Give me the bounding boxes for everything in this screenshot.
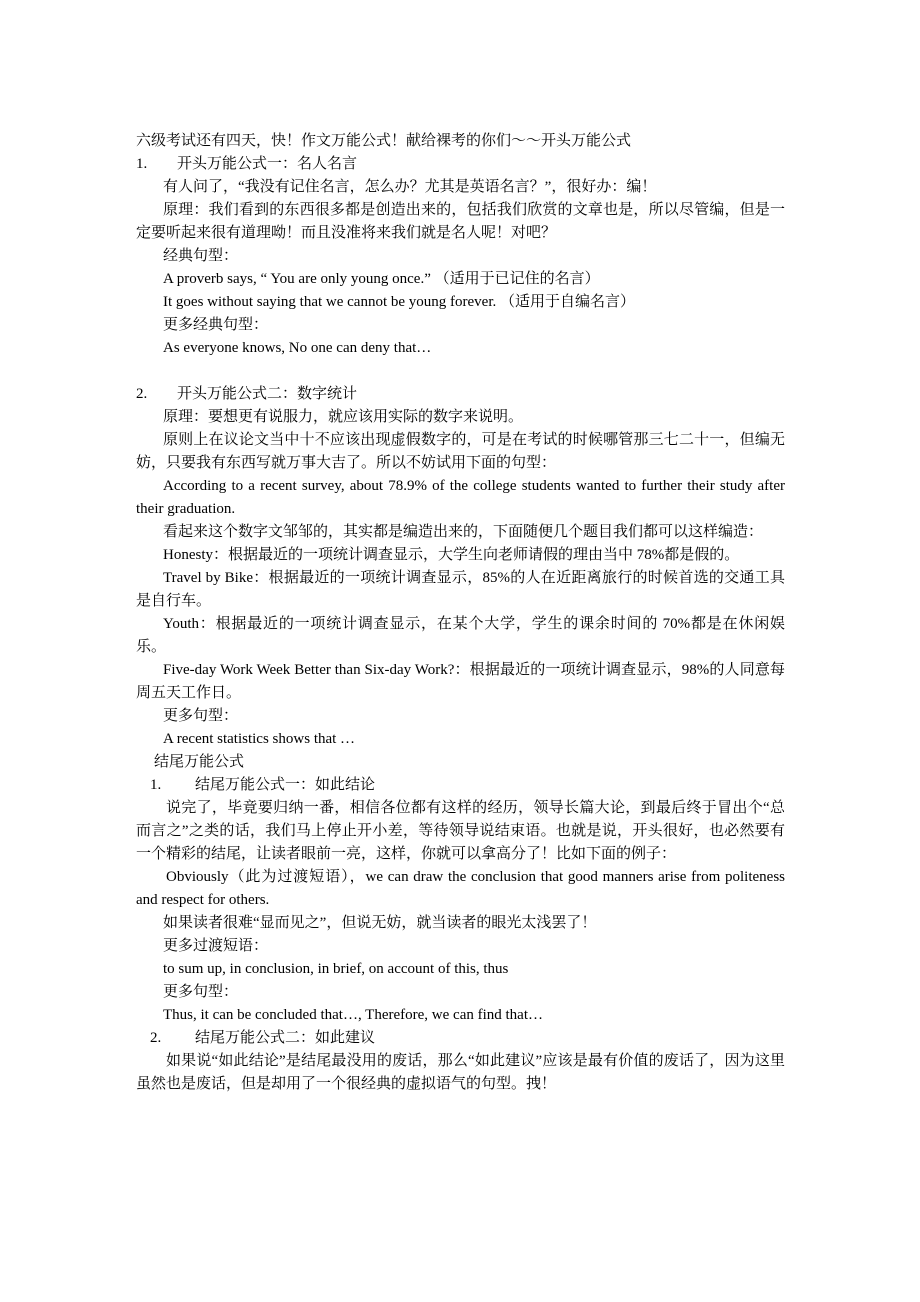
section-1-example-as-everyone-knows: As everyone knows, No one can deny that…	[163, 340, 432, 356]
section-1-number: 1.	[136, 156, 148, 172]
section-1-question-line: 有人问了，“我没有记住名言，怎么办？尤其是英语名言？”，很好办：编！	[163, 179, 657, 195]
section-2-topic-work-week: Five-day Work Week Better than Six-day Work?：根据最近的一项统计调查显示，98%的人同意每周五天工作日。	[136, 662, 785, 701]
ending-1-more-transitions-label: 更多过渡短语：	[163, 938, 269, 954]
section-1-classic-label: 经典句型：	[163, 248, 239, 264]
ending-2-heading-row	[136, 1027, 785, 1050]
section-2-number: 2.	[136, 386, 148, 402]
ending-1-heading-row	[136, 774, 785, 797]
section-1-principle-line: 原理：我们看到的东西很多都是创造出来的，包括我们欣赏的文章也是，所以尽管编，但是一定要听起来很有道理呦！而且没准将来我们就是名人呢！对吧？	[136, 202, 785, 241]
ending-1-transition-phrases: to sum up, in conclusion, in brief, on account of this, thus	[163, 961, 509, 977]
section-2-comment-line: 看起来这个数字文邹邹的，其实都是编造出来的，下面随便几个题目我们都可以这样编造：	[163, 524, 764, 540]
ending-2-body-line: 如果说“如此结论”是结尾最没用的废话，那么“如此建议”应该是最有价值的废话了，因为这里虽然也是废话，但是却用了一个很经典的虚拟语气的句型。拽！	[136, 1053, 785, 1092]
section-2-topic-honesty: Honesty：根据最近的一项统计调查显示，大学生向老师请假的理由当中 78%都是假的。	[163, 547, 740, 563]
document-body	[136, 130, 785, 1096]
section-1-example-proverb: A proverb says, “ You are only young once.” （适用于已记住的名言）	[163, 271, 600, 287]
section-1-example-goes-without-saying: It goes without saying that we cannot be young forever. （适用于自编名言）	[163, 294, 636, 310]
section-2-example-survey: According to a recent survey, about 78.9% of the college students wanted to further their study after their graduation.	[136, 478, 785, 517]
ending-1-example-thus: Thus, it can be concluded that…, Therefore, we can find that…	[163, 1007, 544, 1023]
section-1-heading: 开头万能公式一：名人名言	[177, 156, 358, 172]
section-1-more-classic-label: 更多经典句型：	[163, 317, 269, 333]
section-gap	[136, 360, 785, 383]
section-2-heading: 开头万能公式二：数字统计	[177, 386, 358, 402]
section-2-topic-travel-by-bike: Travel by Bike：根据最近的一项统计调查显示，85%的人在近距离旅行的时候首选的交通工具是自行车。	[136, 570, 785, 609]
section-2-rule-line: 原则上在议论文当中十不应该出现虚假数字的，可是在考试的时候哪管那三七二十一，但编无妨，只要我有东西写就万事大吉了。所以不妨试用下面的句型：	[136, 432, 785, 471]
section-2-heading-row	[136, 383, 785, 406]
ending-1-more-label: 更多句型：	[163, 984, 239, 1000]
ending-2-number: 2.	[150, 1030, 162, 1046]
section-2-principle-line: 原理：要想更有说服力，就应该用实际的数字来说明。	[163, 409, 524, 425]
ending-1-note-line: 如果读者很难“显而见之”，但说无妨，就当读者的眼光太浅罢了！	[163, 915, 597, 931]
section-2-example-statistics: A recent statistics shows that …	[163, 731, 356, 747]
ending-1-body-line: 说完了，毕竟要归纳一番，相信各位都有这样的经历，领导长篇大论，到最后终于冒出个“总而言之”之类的话，我们马上停止开小差，等待领导说结束语。也就是说，开头很好，也必然要有一个精彩的结尾，让读者眼前一亮，这样，你就可以拿高分了！比如下面的例子：	[136, 800, 785, 862]
section-1-heading-row	[136, 153, 785, 176]
ending-1-example-obviously: Obviously（此为过渡短语），we can draw the conclusion that good manners arise from politeness and respect for others.	[136, 869, 785, 908]
ending-1-number: 1.	[150, 777, 162, 793]
ending-1-heading: 结尾万能公式一：如此结论	[195, 777, 376, 793]
section-2-topic-youth: Youth：根据最近的一项统计调查显示，在某个大学，学生的课余时间的 70%都是在休闲娱乐。	[136, 616, 785, 655]
ending-2-heading: 结尾万能公式二：如此建议	[195, 1030, 376, 1046]
document-title-line: 六级考试还有四天，快！作文万能公式！献给裸考的你们～～开头万能公式	[136, 133, 632, 149]
ending-heading: 结尾万能公式	[154, 754, 245, 770]
section-2-more-label: 更多句型：	[163, 708, 239, 724]
